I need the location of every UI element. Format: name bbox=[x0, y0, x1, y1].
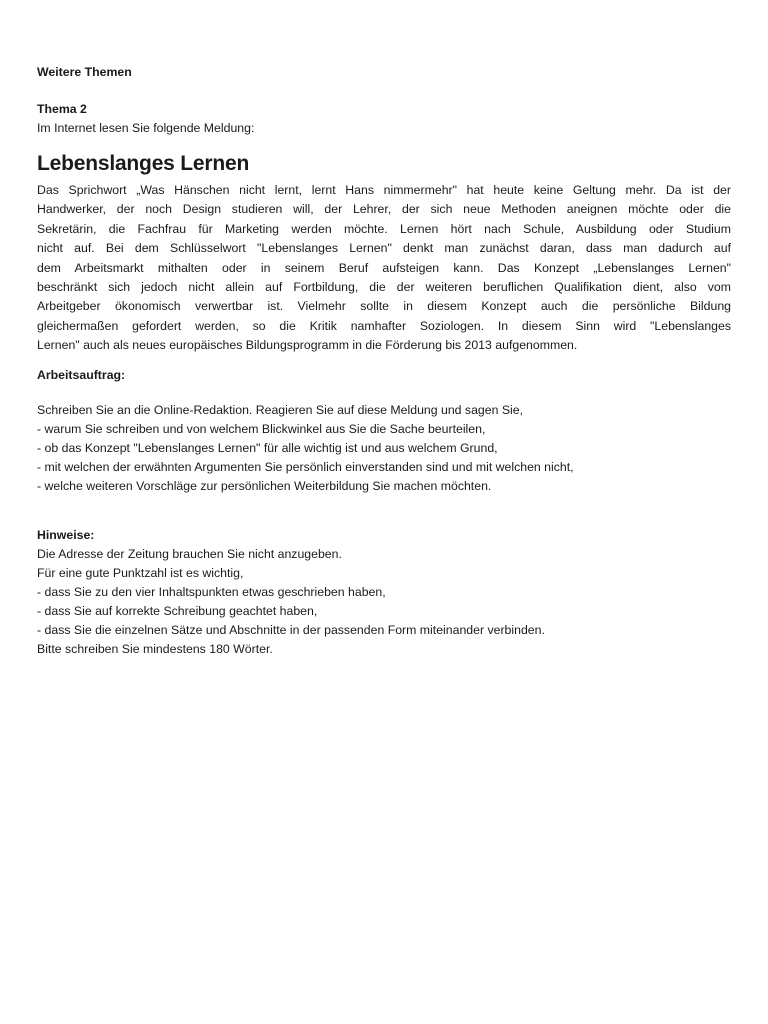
hinweis-line: Bitte schreiben Sie mindestens 180 Wörter. bbox=[37, 641, 273, 656]
hinweis-line: - dass Sie die einzelnen Sätze und Abschnitte in der passenden Form miteinander verbinden. bbox=[37, 622, 545, 637]
task-item: - welche weiteren Vorschläge zur persönlichen Weiterbildung Sie machen möchten. bbox=[37, 478, 492, 493]
task-item: - ob das Konzept "Lebenslanges Lernen" für alle wichtig ist und aus welchem Grund, bbox=[37, 440, 498, 455]
section-title: Weitere Themen bbox=[37, 65, 132, 79]
article-line: Das Sprichwort „Was Hänschen nicht lernt, lernt Hans nimmermehr" hat heute keine Geltung mehr. Da ist der bbox=[37, 183, 731, 197]
article-line: Lernen" auch als neues europäisches Bildungsprogramm in die Förderung bis 2013 aufgenommen. bbox=[37, 338, 578, 353]
hinweis-line: - dass Sie zu den vier Inhaltspunkten etwas geschrieben haben, bbox=[37, 584, 386, 599]
hinweis-line: Für eine gute Punktzahl ist es wichtig, bbox=[37, 565, 244, 580]
hinweis-line: Die Adresse der Zeitung brauchen Sie nicht anzugeben. bbox=[37, 546, 342, 561]
article-line: Handwerker, der noch Design studieren will, der Lehrer, der sich neue Methoden aneignen möchte oder die bbox=[37, 202, 731, 217]
task-item: - mit welchen der erwähnten Argumenten Sie persönlich einverstanden sind und mit welchen nicht, bbox=[37, 459, 574, 474]
article-line: nicht auf. Bei dem Schlüsselwort "Lebenslanges Lernen" denkt man zunächst daran, dass man dadurch auf bbox=[37, 241, 731, 256]
article-line: beschränkt sich jedoch nicht allein auf Fortbildung, die der weiteren beruflichen Qualifikation dient, also vom bbox=[37, 279, 731, 294]
article-line: Arbeitgeber ökonomisch verwertbar ist. Vielmehr sollte in diesem Konzept auch die persönliche Bildung bbox=[37, 299, 731, 314]
task-intro: Schreiben Sie an die Online-Redaktion. Reagieren Sie auf diese Meldung und sagen Sie, bbox=[37, 402, 524, 417]
article-line: Sekretärin, die Fachfrau für Marketing werden möchte. Lernen hört nach Schule, Ausbildung oder Studium bbox=[37, 221, 731, 236]
thema-label: Thema 2 bbox=[37, 102, 87, 116]
task-item: - warum Sie schreiben und von welchem Blickwinkel aus Sie die Sache beurteilen, bbox=[37, 421, 486, 436]
hinweise-heading: Hinweise: bbox=[37, 527, 95, 542]
intro-line: Im Internet lesen Sie folgende Meldung: bbox=[37, 121, 255, 135]
hinweis-line: - dass Sie auf korrekte Schreibung geachtet haben, bbox=[37, 603, 318, 618]
arbeitsauftrag-heading: Arbeitsauftrag: bbox=[37, 367, 126, 382]
article-line: dem Arbeitsmarkt mithalten oder in seinem Beruf aufsteigen kann. Das Konzept „Lebenslanges Lernen" bbox=[37, 260, 731, 275]
article-line: gleichermaßen gefordert werden, so die Kritik namhafter Soziologen. In diesem Sinn wird "Lebenslanges bbox=[37, 318, 731, 333]
article-body bbox=[37, 181, 731, 356]
article-title: Lebenslanges Lernen bbox=[37, 152, 250, 175]
